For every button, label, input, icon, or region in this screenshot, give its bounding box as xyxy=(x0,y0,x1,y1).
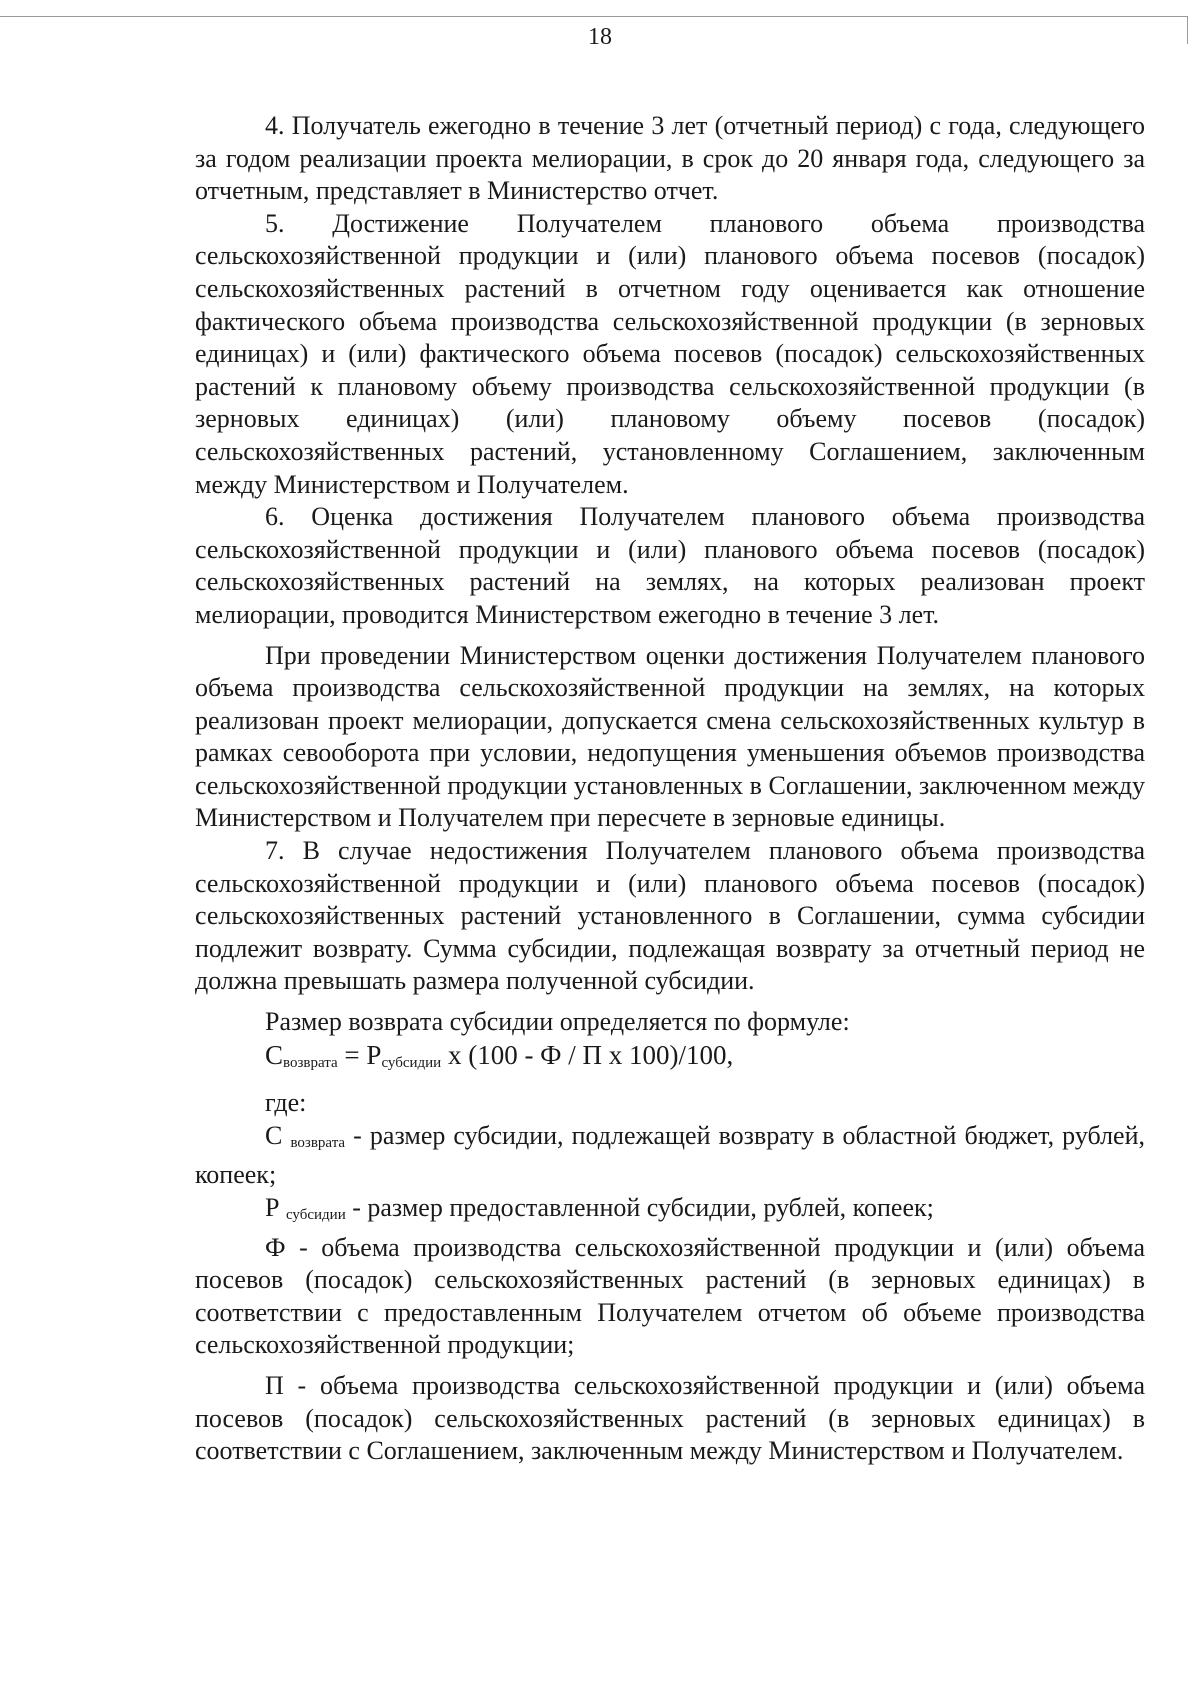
definition-symbol: П xyxy=(265,1370,284,1400)
formula-c-symbol: С xyxy=(265,1039,284,1070)
definition-symbol: Р xyxy=(265,1193,280,1222)
formula-p-symbol: Р xyxy=(366,1039,382,1070)
formula-p-subscript: субсидии xyxy=(381,1054,442,1071)
where-label: где: xyxy=(265,1088,307,1118)
paragraph-formula-intro: Размер возврата субсидии определяется по формуле: xyxy=(265,1007,850,1037)
formula-c-subscript: возврата xyxy=(283,1054,338,1071)
document-body xyxy=(195,110,1145,1468)
definition-symbol: С xyxy=(265,1120,283,1150)
paragraph-6: 6. Оценка достижения Получателем планового объема производства сельскохозяйственной продукции и (или) планового объема посевов (посадок) сельскохозяйственных растений на землях, на которых реализован проект мелиорации, проводится Министерством ежегодно в течение 3 лет. xyxy=(195,502,1145,629)
paragraph-assessment: При проведении Министерством оценки достижения Получателем планового объема производства сельскохозяйственной продукции на землях, на которых реализован проект мелиорации, допускается смена сельскохозяйственных культур в рамках севооборота при условии, недопущения уменьшения объемов производства сельскохозяйственной продукции установленных в Соглашении, заключенном между Министерством и Получателем при пересчете в зерновые единицы. xyxy=(195,640,1145,833)
definition-f-actual xyxy=(195,1232,1145,1362)
definition-text: - размер предоставленной субсидии, рублей, копеек; xyxy=(345,1193,934,1222)
definition-p-subsidy xyxy=(195,1192,1145,1232)
refund-formula xyxy=(195,1039,1145,1080)
definition-text: - размер субсидии, подлежащей возврату в областной бюджет, рублей, копеек; xyxy=(195,1120,1146,1190)
definition-subscript: возврата xyxy=(290,1134,346,1151)
formula-expression: х (100 - Ф / П х 100)/100, xyxy=(441,1039,734,1070)
paragraph-7: 7. В случае недостижения Получателем планового объема производства сельскохозяйственной продукции и (или) планового объема посевов (посадок) сельскохозяйственных растений установленного в Соглашении, сумма субсидии подлежит возврату. Сумма субсидии, подлежащая возврату за отчетный период не должна превышать размера полученной субсидии. xyxy=(195,836,1145,996)
definition-symbol: Ф xyxy=(265,1232,286,1262)
definition-c-refund xyxy=(195,1120,1145,1192)
definition-text: - объема производства сельскохозяйственной продукции и (или) объема посевов (посадок) сельскохозяйственных растений (в зерновых единицах) в соответствии с предоставленным Получателем отчетом об объеме производства сельскохозяйственной продукции; xyxy=(195,1232,1145,1360)
paragraph-5: 5. Достижение Получателем планового объема производства сельскохозяйственной продукции и (или) планового объема посевов (посадок) сельскохозяйственных растений в отчетном году оценивается как отношение фактического объема производства сельскохозяйственной продукции (в зерновых единицах) и (или) фактического объема посевов (посадок) сельскохозяйственных растений к плановому объему производства сельскохозяйственной продукции (в зерновых единицах) (или) плановому объему посевов (посадок) сельскохозяйственных растений, установленному Соглашением, заключенным между Министерством и Получателем. xyxy=(195,208,1145,499)
definition-text: - объема производства сельскохозяйственной продукции и (или) объема посевов (посадок) сельскохозяйственных растений (в зерновых единицах) в соответствии с Соглашением, заключенным между Министерством и Получателем. xyxy=(195,1370,1145,1466)
paragraph-4: 4. Получатель ежегодно в течение 3 лет (отчетный период) с года, следующего за годом реализации проекта мелиорации, в срок до 20 января года, следующего за отчетным, представляет в Министерство отчет. xyxy=(195,111,1145,206)
scan-border-top xyxy=(0,16,1188,17)
formula-equals: = xyxy=(337,1039,367,1070)
page-number: 18 xyxy=(588,24,612,50)
definition-p-planned xyxy=(195,1370,1145,1468)
definition-subscript: субсидии xyxy=(285,1207,346,1223)
